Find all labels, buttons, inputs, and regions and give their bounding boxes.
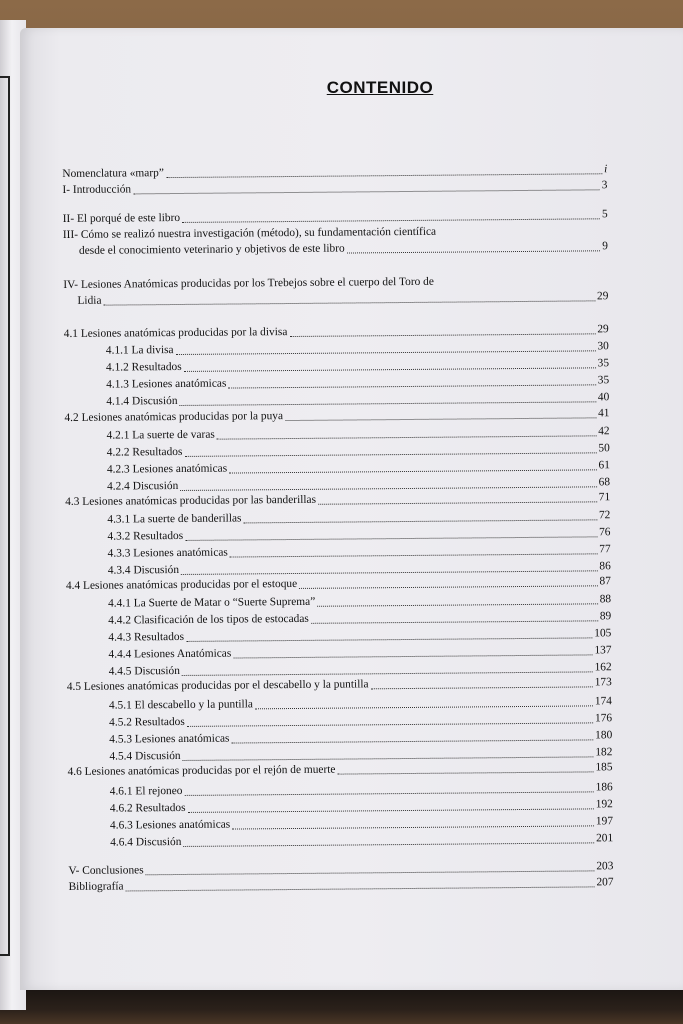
toc-entry-page: 9 — [602, 240, 609, 253]
dot-leader — [243, 519, 596, 523]
toc-entry-page: 105 — [594, 627, 612, 640]
toc-entry-page: 35 — [597, 374, 610, 387]
toc-entry-label: I- Introducción — [62, 183, 132, 196]
toc-entry-label: 4.5.3 Lesiones anatómicas — [109, 732, 230, 746]
toc-entry-page: 162 — [594, 661, 612, 674]
toc-entry-label: 4.4 Lesiones anatómicas producidas por el estoque — [65, 577, 298, 592]
toc-entry-page: 176 — [594, 712, 613, 725]
toc-entry-page: 180 — [595, 729, 613, 742]
dot-leader — [185, 791, 594, 796]
dot-leader — [184, 452, 596, 457]
dot-leader — [187, 722, 593, 727]
dot-leader — [229, 469, 596, 473]
dot-leader — [185, 536, 597, 541]
toc-entry-label: 4.6.4 Discusión — [110, 835, 182, 849]
toc-entry-page: 201 — [596, 832, 614, 845]
dot-leader — [255, 705, 593, 709]
toc-entry-introduccion — [62, 177, 607, 198]
page-title: CONTENIDO — [326, 78, 434, 97]
toc-entry-label: 4.1.2 Resultados — [105, 360, 182, 374]
toc-entry-page: 5 — [601, 208, 608, 221]
toc-entry-label: 4.4.2 Clasificación de los tipos de estocadas — [108, 612, 309, 627]
toc-entry-page: 71 — [598, 491, 611, 504]
toc-entry-label: 4.6 Lesiones anatómicas producidas por el rejón de muerte — [67, 763, 336, 778]
dot-leader — [318, 501, 597, 504]
toc-entry-4-2 — [64, 405, 609, 426]
toc-entry-label: V- Conclusiones — [68, 864, 144, 877]
dot-leader — [186, 637, 592, 642]
dot-leader — [289, 333, 595, 337]
table-of-contents — [62, 131, 614, 893]
toc-entry-page: 185 — [595, 761, 613, 774]
toc-entry-page: 29 — [596, 290, 609, 303]
toc-entry-4-6-4 — [68, 830, 613, 851]
toc-entry-label: 4.1.3 Lesiones anatómicas — [106, 377, 227, 391]
dot-leader — [182, 218, 600, 223]
toc-entry-label: 4.5.1 El descabello y la puntilla — [108, 698, 253, 712]
dot-leader — [233, 654, 592, 658]
dot-leader — [317, 603, 597, 606]
spine-frame — [0, 76, 10, 956]
dot-leader — [232, 739, 594, 743]
toc-entry-label: 4.3 Lesiones anatómicas producidas por las banderillas — [65, 493, 317, 508]
dot-leader — [188, 808, 594, 813]
toc-entry-label: 4.1.4 Discusión — [106, 395, 178, 408]
book-page — [20, 28, 683, 990]
toc-entry-page: 207 — [596, 876, 614, 889]
toc-entry-label: 4.2.4 Discusión — [107, 479, 179, 493]
toc-entry-label: 4.3.2 Resultados — [107, 529, 184, 543]
toc-entry-lesiones-line1: IV- Lesiones Anatómicas producidas por los Trebejos sobre el cuerpo del Toro de — [63, 275, 434, 291]
toc-entry-label: 4.2.2 Resultados — [106, 445, 183, 459]
toc-entry-bibliografia — [68, 874, 613, 895]
toc-entry-page: 3 — [601, 179, 608, 192]
toc-entry-page: 186 — [595, 781, 613, 794]
toc-entry-label: II- El porqué de este libro — [62, 211, 181, 225]
toc-entry-page: 203 — [596, 860, 614, 873]
toc-entry-label: Nomenclatura «marp” — [62, 167, 164, 180]
toc-entry-page: 89 — [599, 610, 612, 623]
toc-entry-page: 76 — [599, 526, 611, 539]
toc-entry-page: 137 — [594, 644, 612, 657]
dot-leader — [217, 435, 596, 439]
toc-entry-page: 68 — [598, 476, 611, 489]
toc-entry-page: 174 — [594, 695, 613, 708]
toc-entry-4-6 — [67, 759, 612, 780]
dot-leader — [183, 842, 594, 847]
toc-entry-label: 4.4.3 Resultados — [108, 630, 185, 644]
dot-leader — [230, 553, 597, 557]
toc-entry-page: 88 — [599, 593, 612, 606]
toc-entry-label: 4.5.2 Resultados — [109, 715, 185, 729]
toc-entry-page: 61 — [598, 459, 610, 472]
book-bottom-edge — [0, 988, 683, 1024]
toc-entry-page: 50 — [598, 442, 610, 455]
toc-entry-label: 4.4.1 La Suerte de Matar o “Suerte Suprema” — [108, 595, 316, 610]
toc-entry-label: 4.5 Lesiones anatómicas producidas por el descabello y la puntilla — [66, 678, 369, 693]
toc-entry-label: 4.3.4 Discusión — [107, 563, 180, 577]
dot-leader — [133, 189, 600, 194]
toc-entry-page: 72 — [598, 509, 611, 522]
toc-entry-page: 30 — [597, 340, 609, 353]
dot-leader — [337, 771, 593, 774]
dot-leader — [285, 417, 596, 421]
toc-entry-label: Bibliografía — [68, 880, 124, 893]
toc-entry-label: 4.2.1 La suerte de varas — [106, 428, 215, 442]
toc-entry-page: 197 — [595, 815, 614, 828]
toc-entry-label: 4.6.2 Resultados — [109, 801, 186, 815]
toc-entry-label: 4.3.3 Lesiones anatómicas — [107, 546, 228, 560]
toc-entry-label: 4.6.1 El rejoneo — [109, 784, 183, 798]
dot-leader — [126, 886, 595, 891]
toc-entry-page: 29 — [597, 323, 609, 336]
toc-entry-page: 35 — [597, 357, 610, 370]
toc-entry-page: 182 — [595, 746, 613, 759]
dot-leader — [228, 384, 595, 388]
dot-leader — [299, 585, 597, 589]
dot-leader — [184, 367, 596, 372]
toc-entry-page: 41 — [597, 407, 610, 420]
dot-leader — [347, 250, 601, 253]
toc-entry-label: 4.4.4 Lesiones Anatómicas — [108, 647, 232, 661]
toc-entry-page: 86 — [599, 560, 611, 573]
toc-entry-label: 4.1 Lesiones anatómicas producidas por la divisa — [63, 326, 288, 340]
toc-entry-label: 4.3.1 La suerte de banderillas — [107, 512, 242, 526]
toc-entry-page: 192 — [595, 798, 613, 811]
dot-leader — [176, 350, 596, 355]
toc-entry-label: 4.4.5 Discusión — [108, 664, 180, 678]
toc-entry-4-5 — [67, 674, 612, 695]
toc-entry-label: Lidia — [77, 294, 102, 307]
toc-entry-page: 77 — [599, 543, 611, 556]
toc-entry-4-3 — [65, 489, 610, 510]
toc-entry-4-4 — [66, 573, 611, 594]
dot-leader — [311, 620, 598, 624]
toc-entry-label: 4.2 Lesiones anatómicas producidas por la puya — [64, 410, 284, 424]
toc-entry-label: desde el conocimiento veterinario y objetivos de este libro — [78, 242, 345, 257]
toc-entry-lesiones-line2 — [63, 288, 608, 309]
toc-entry-metodo-line2 — [63, 238, 608, 259]
toc-entry-page: 40 — [597, 391, 610, 404]
dot-leader — [371, 686, 593, 689]
toc-entry-page: 173 — [594, 676, 612, 689]
toc-entry-metodo-line1: III- Cómo se realizó nuestra investigación (método), su fundamentación científica — [62, 225, 437, 241]
toc-entry-page: i — [604, 163, 608, 176]
toc-entry-label: 4.1.1 La divisa — [105, 344, 174, 357]
dot-leader — [232, 825, 594, 829]
toc-entry-page: 87 — [599, 575, 611, 588]
dot-leader — [104, 300, 596, 305]
toc-entry-page: 42 — [598, 425, 610, 438]
toc-entry-label: 4.2.3 Lesiones anatómicas — [106, 462, 228, 476]
toc-entry-label: 4.5.4 Discusión — [109, 749, 181, 763]
toc-entry-label: 4.6.3 Lesiones anatómicas — [109, 818, 231, 832]
